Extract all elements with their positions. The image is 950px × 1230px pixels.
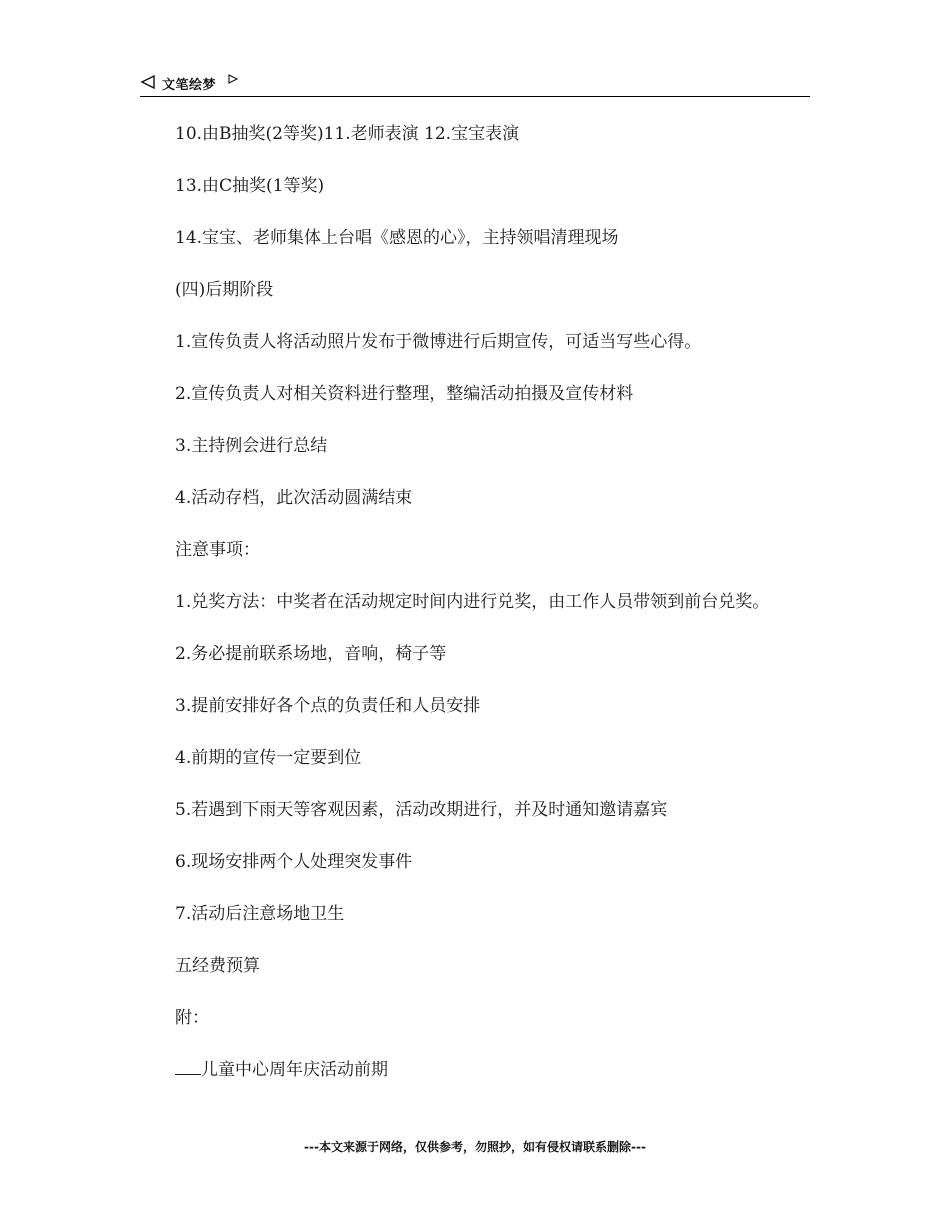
paragraph: 14.宝宝、老师集体上台唱《感恩的心》，主持领唱清理现场 bbox=[175, 228, 619, 248]
paragraph: 附： bbox=[175, 1008, 209, 1028]
triangle-left-icon bbox=[140, 74, 156, 90]
paragraph: 7.活动后注意场地卫生 bbox=[175, 904, 345, 924]
paragraph: 6.现场安排两个人处理突发事件 bbox=[175, 852, 413, 872]
paragraph: 3.提前安排好各个点的负责任和人员安排 bbox=[175, 696, 481, 716]
paragraph: 1.宣传负责人将活动照片发布于微博进行后期宣传，可适当写些心得。 bbox=[175, 332, 702, 352]
section-heading: 注意事项： bbox=[175, 540, 260, 560]
paragraph: 5.若遇到下雨天等客观因素，活动改期进行，并及时通知邀请嘉宾 bbox=[175, 800, 668, 820]
paragraph: 3.主持例会进行总结 bbox=[175, 436, 328, 456]
paragraph: 4.前期的宣传一定要到位 bbox=[175, 748, 362, 768]
triangle-right-icon bbox=[228, 74, 238, 84]
section-heading: 五经费预算 bbox=[175, 956, 260, 976]
footer-disclaimer: ---本文来源于网络，仅供参考，勿照抄，如有侵权请联系删除--- bbox=[304, 1140, 646, 1154]
paragraph: 2.宣传负责人对相关资料进行整理，整编活动拍摄及宣传材料 bbox=[175, 384, 634, 404]
paragraph: 13.由C抽奖(1等奖) bbox=[175, 176, 325, 196]
paragraph: 10.由B抽奖(2等奖)11.老师表演 12.宝宝表演 bbox=[175, 124, 520, 144]
blank-underline bbox=[175, 1060, 201, 1075]
paragraph: 2.务必提前联系场地，音响，椅子等 bbox=[175, 644, 447, 664]
paragraph-text: 儿童中心周年庆活动前期 bbox=[201, 1060, 388, 1080]
paragraph: 4.活动存档，此次活动圆满结束 bbox=[175, 488, 413, 508]
document-body bbox=[140, 108, 810, 1096]
page-header bbox=[140, 72, 810, 97]
paragraph: 1.兑奖方法：中奖者在活动规定时间内进行兑奖，由工作人员带领到前台兑奖。 bbox=[175, 592, 770, 612]
paragraph-with-blank bbox=[140, 1044, 810, 1096]
brand-name: 文笔绘梦 bbox=[162, 78, 217, 93]
section-heading: (四)后期阶段 bbox=[175, 280, 274, 300]
